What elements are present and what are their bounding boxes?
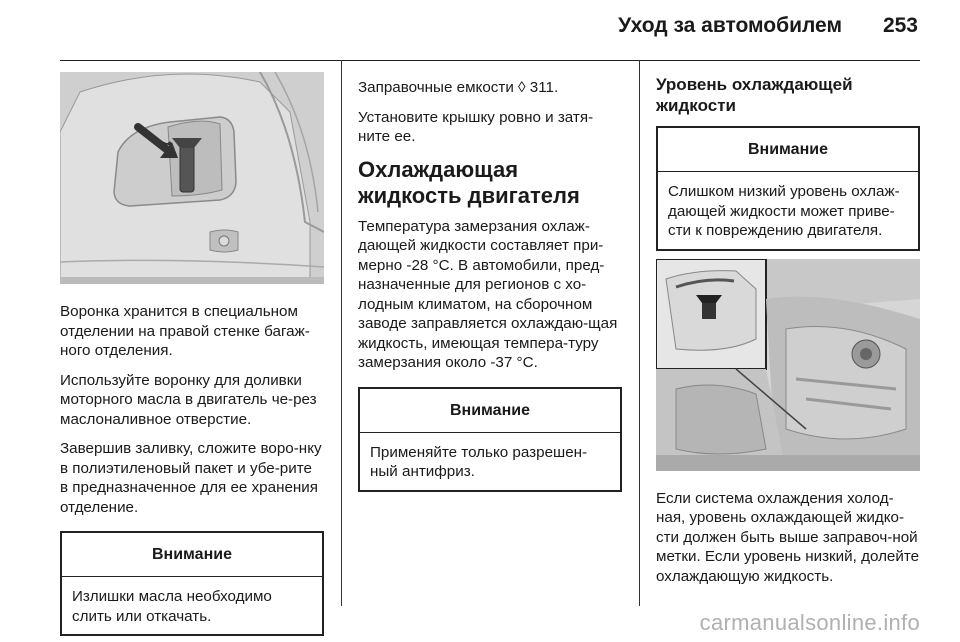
- notice-title: Внимание: [658, 128, 918, 172]
- header-rule: [60, 60, 920, 61]
- coolant-freezing-text: Температура замерзания охлаж-дающей жидкости составляет при-мерно -28 °C. В автомобили, пред-назначенные для регионов с хо-лодным климатом, на сборочном заводе заправляется охлаждаю-щая жидкость, имеющая темпера-туру замерзания около -37 °C.: [358, 217, 618, 371]
- notice-box-oil: [60, 531, 324, 636]
- install-cap-text: Установите крышку ровно и затя-ните ее.: [358, 108, 594, 145]
- notice-box-antifreeze: [358, 387, 622, 492]
- column-divider-1: [341, 60, 342, 606]
- page-number: 253: [882, 14, 918, 37]
- notice-text: Излишки масла необходимо слить или откачать.: [72, 588, 272, 625]
- trunk-funnel-illustration: [60, 72, 324, 284]
- funnel-after-use-text: Завершив заливку, сложите воро-нку в полиэтиленовый пакет и убе-рите в предназначенное для ее хранения отделение.: [60, 440, 322, 516]
- engine-bay-illustration: [656, 259, 920, 471]
- notice-text: Применяйте только разрешен-ный антифриз.: [370, 443, 588, 480]
- notice-title: Внимание: [360, 389, 620, 433]
- column-divider-2: [639, 60, 640, 606]
- page-header-title: Уход за автомобилем: [618, 14, 842, 37]
- coolant-heading: Охлаждающая жидкость двигателя: [358, 156, 580, 208]
- coolant-level-heading: Уровень охлаждающей жидкости: [656, 75, 853, 115]
- column-2: [358, 72, 622, 492]
- notice-title: Внимание: [62, 533, 322, 577]
- column-1: [60, 72, 324, 636]
- funnel-usage-text: Используйте воронку для доливки моторного масла в двигатель че-рез маслоналивное отверстие.: [60, 371, 317, 428]
- notice-box-low-coolant: [656, 126, 920, 251]
- notice-text: Слишком низкий уровень охлаж-дающей жидкости может приве-сти к повреждению двигателя.: [668, 183, 900, 239]
- engine-bay-drawing: [656, 259, 920, 471]
- capacity-reference: Заправочные емкости ◊ 311.: [358, 79, 559, 96]
- funnel-storage-text: Воронка хранится в специальном отделении на правой стенке багаж-ного отделения.: [60, 303, 310, 359]
- watermark: carmanualsonline.info: [699, 610, 920, 635]
- column-3: [656, 72, 920, 596]
- coolant-check-text: Если система охлаждения холод-ная, уровень охлаждающей жидко-сти должен быть выше заправоч-ной метки. Если уровень низкий, долейте охлаждающую жидкость.: [656, 489, 920, 585]
- trunk-funnel-drawing: [60, 72, 324, 284]
